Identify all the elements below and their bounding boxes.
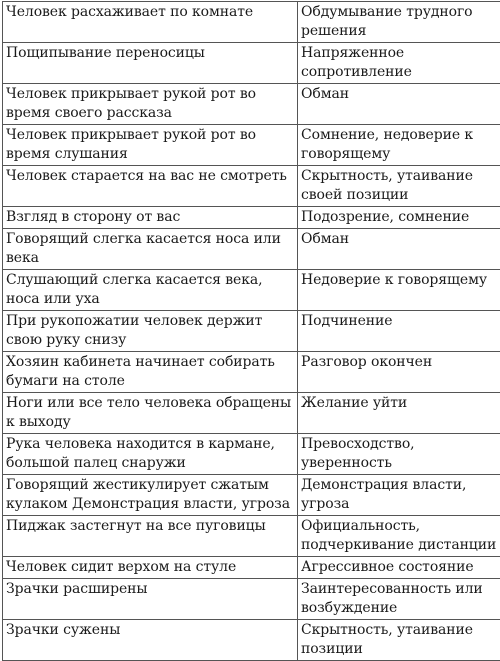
meaning-cell: Демонстрация власти, угроза — [298, 475, 500, 516]
gesture-cell: Зрачки расширены — [3, 579, 298, 620]
meaning-cell: Заинтересованность или возбуждение — [298, 579, 500, 620]
gesture-cell: Взгляд в сторону от вас — [3, 207, 298, 229]
gesture-cell: Человек сидит верхом на стуле — [3, 557, 298, 579]
table-row — [3, 393, 500, 434]
table-row — [3, 207, 500, 229]
gesture-cell: Человек прикрывает рукой рот во время своего рассказа — [3, 84, 298, 125]
meaning-cell: Скрытность, утаивание своей позиции — [298, 166, 500, 207]
table-row — [3, 352, 500, 393]
table-row — [3, 620, 500, 661]
gesture-cell: Рука человека находится в кармане, большой палец снаружи — [3, 434, 298, 475]
gesture-cell: Зрачки сужены — [3, 620, 298, 661]
meaning-cell: Напряженное сопротивление — [298, 43, 500, 84]
gesture-cell: При рукопожатии человек держит свою руку снизу — [3, 311, 298, 352]
meaning-cell: Агрессивное состояние — [298, 557, 500, 579]
table-row — [3, 43, 500, 84]
gesture-cell: Пощипывание переносицы — [3, 43, 298, 84]
meaning-cell: Подозрение, сомнение — [298, 207, 500, 229]
meaning-cell: Обман — [298, 229, 500, 270]
gesture-cell: Говорящий слегка касается носа или века — [3, 229, 298, 270]
meaning-cell: Разговор окончен — [298, 352, 500, 393]
table-row — [3, 84, 500, 125]
meaning-cell: Недоверие к говорящему — [298, 270, 500, 311]
gesture-cell: Ноги или все тело человека обращены к выходу — [3, 393, 298, 434]
table-row — [3, 270, 500, 311]
table-row — [3, 229, 500, 270]
table-row — [3, 475, 500, 516]
meaning-cell: Превосходство, уверенность — [298, 434, 500, 475]
meaning-cell: Желание уйти — [298, 393, 500, 434]
table-row — [3, 2, 500, 43]
gesture-cell: Хозяин кабинета начинает собирать бумаги на столе — [3, 352, 298, 393]
table-row — [3, 311, 500, 352]
table-row — [3, 579, 500, 620]
meaning-cell: Скрытность, утаивание позиции — [298, 620, 500, 661]
table-row — [3, 125, 500, 166]
meaning-cell: Обман — [298, 84, 500, 125]
meaning-cell: Подчинение — [298, 311, 500, 352]
gesture-cell: Пиджак застегнут на все пуговицы — [3, 516, 298, 557]
table-row — [3, 166, 500, 207]
gesture-cell: Человек расхаживает по комнате — [3, 2, 298, 43]
table-row — [3, 434, 500, 475]
meaning-cell: Сомнение, недоверие к говорящему — [298, 125, 500, 166]
gesture-cell: Человек старается на вас не смотреть — [3, 166, 298, 207]
gesture-meaning-table — [2, 1, 500, 661]
meaning-cell: Официальность, подчеркивание дистанции — [298, 516, 500, 557]
meaning-cell: Обдумывание трудного решения — [298, 2, 500, 43]
gesture-cell: Человек прикрывает рукой рот во время слушания — [3, 125, 298, 166]
gesture-cell: Говорящий жестикулирует сжатым кулаком Демонстрация власти, угроза — [3, 475, 298, 516]
gesture-cell: Слушающий слегка касается века, носа или уха — [3, 270, 298, 311]
table-row — [3, 557, 500, 579]
table-row — [3, 516, 500, 557]
